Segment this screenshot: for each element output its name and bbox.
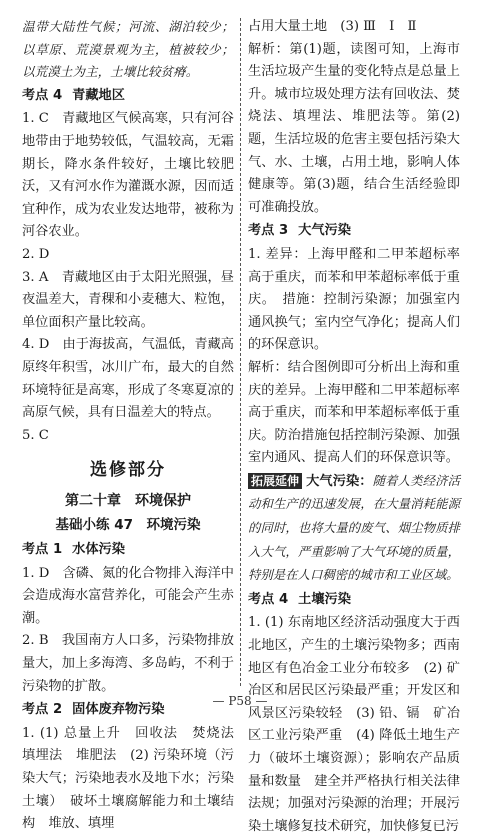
kp-label: 考点 3 xyxy=(248,223,289,239)
kp1-heading xyxy=(22,539,234,562)
column-divider xyxy=(240,18,241,686)
lesson-title: 基础小练 47 环境污染 xyxy=(55,517,201,534)
kp-title: 土壤污染 xyxy=(298,591,351,607)
answer-item: 2. D xyxy=(22,246,50,262)
answer-item: 1. (1) 东南地区经济活动强度大于西北地区，产生的土壤污染物多；西南地区有色冶金工业分布较多 (2) 矿冶区和居民区污染最严重；开发区和风景区污染较轻 (3) 铅、镉 矿冶区工业污染严重 (4) 降低土地生产力（破坏土壤资源）；影响农产品质量和数量 建全并严格执行相关法律法规；加强对污染源的治理；开展污染土壤修复技术研究，加快修复已污 xyxy=(248,615,460,834)
extension-tag: 拓展延伸 xyxy=(248,473,302,489)
extension-body: 随着人类经济活动和生产的迅速发展，在大量消耗能源的同时，也将大量的废气、烟尘物质排入大气，严重影响了大气环境的质量，特别是在人口稠密的城市和工业区域。 xyxy=(248,472,460,583)
answer-item: 1. D 含磷、氮的化合物排入海洋中会造成海水富营养化，可能会产生赤潮。 xyxy=(22,565,234,626)
section-title: 选修部分 xyxy=(90,460,166,481)
kp3-heading xyxy=(248,220,460,243)
kp-label: 考点 1 xyxy=(22,542,63,558)
kp4b-heading xyxy=(248,589,460,612)
kp-title: 水体污染 xyxy=(72,542,125,558)
kp-label: 考点 4 xyxy=(22,87,63,103)
answer-item: 1. (1) 总量上升 回收法 焚烧法 填埋法 堆肥法 (2) 污染环境（污染大气；污染地表水及地下水；污染土壤） 破坏土壤腐解能力和土壤结构 堆放、填埋 xyxy=(22,725,248,832)
answer-item: 1. C 青藏地区气候高寒，只有河谷地带由于地势较低，气温较高，无霜期长，降水条件较好，土壤比较肥沃，又有河水作为灌溉水源，因而适宜种作，成为农业发达地带，被称为河谷农业。 xyxy=(22,111,234,240)
page-number: — P58 — xyxy=(212,694,268,708)
right-column xyxy=(248,16,460,838)
kp-title: 大气污染 xyxy=(298,223,351,239)
answer-item: 2. B 我国南方人口多，污染物排放量大，加上多海湾、多岛屿，不利于污染物的扩散。 xyxy=(22,633,234,694)
intro-paragraph: 温带大陆性气候；河流、湖泊较少；以草原、荒漠景观为主，植被较少；以荒漠土为主，土壤比较贫瘠。 xyxy=(22,19,234,80)
analysis-paragraph: 解析：第(1)题，读图可知，上海市生活垃圾产生量的变化特点是总量上升。城市垃圾处理方法有回收法、焚烧法、填埋法、堆肥法等。第(2)题，生活垃圾的危害主要包括污染大气、水、土壤，占用土地，影响人体健康等。第(3)题，结合生活经验即可准确投放。 xyxy=(248,41,460,215)
kp-label: 考点 4 xyxy=(248,591,289,607)
extension-box xyxy=(248,470,460,588)
analysis-paragraph: 解析：结合图例即可分析出上海和重庆的差异。上海甲醛和二甲苯超标率高于重庆，而苯和甲苯超标率低于重庆。防治措施包括控制污染源、加强室内通风、提高人们的环保意识等。 xyxy=(248,359,460,466)
answer-item: 3. A 青藏地区由于太阳光照强，昼夜温差大，青稞和小麦穗大、粒饱，单位面积产量比较高。 xyxy=(22,269,234,330)
extension-heading: 大气污染： xyxy=(306,473,373,489)
chapter-title: 第二十章 环境保护 xyxy=(65,492,191,509)
answer-item: 1. 差异：上海甲醛和二甲苯超标率高于重庆，而苯和甲苯超标率低于重庆。 措施：控制污染源；加强室内通风换气；室内空气净化；提高人们的环保意识。 xyxy=(248,246,460,353)
kp-label: 考点 2 xyxy=(22,702,63,718)
kp-title: 青藏地区 xyxy=(72,87,125,103)
kp-title: 固体废弃物污染 xyxy=(72,702,165,718)
answer-continuation: 占用大量土地 (3) Ⅲ Ⅰ Ⅱ xyxy=(248,19,417,34)
answer-item: 4. D 由于海拔高，气温低，青藏高原终年积雪，冰川广布，最大的自然环境特征是高寒，形成了冬寒夏凉的高原气候，具有日温差大的特点。 xyxy=(22,337,234,421)
answer-item: 5. C xyxy=(22,427,49,443)
kp4-heading xyxy=(22,85,234,108)
